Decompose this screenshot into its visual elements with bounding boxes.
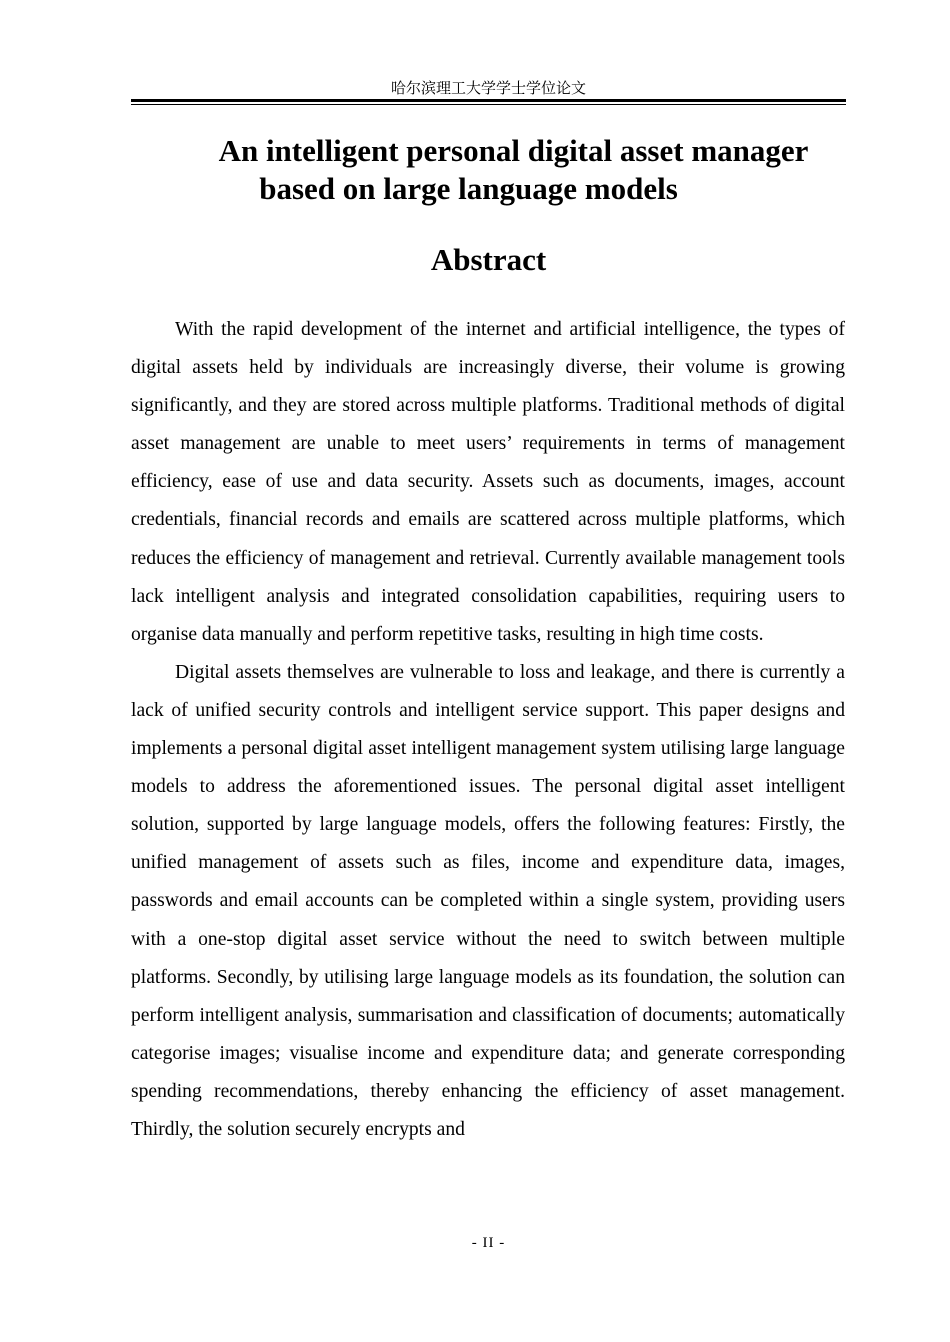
abstract-heading: Abstract <box>430 242 547 277</box>
paper-title-line-2: based on large language models <box>259 171 678 206</box>
page-number: - II - <box>471 1235 506 1251</box>
header-rule-thin <box>131 104 846 105</box>
abstract-body <box>131 311 845 1149</box>
paper-title <box>131 132 846 208</box>
running-header: 哈尔滨理工大学学士学位论文 <box>390 79 586 97</box>
abstract-paragraph-1: With the rapid development of the internet and artificial intelligence, the types of digital assets held by individuals are increasingly diverse, their volume is growing significantly, and they are stored across multiple platforms. Traditional methods of digital asset management are unable to meet users’ requirements in terms of management efficiency, ease of use and data security. Assets such as documents, images, account credentials, financial records and emails are scattered across multiple platforms, which reduces the efficiency of management and retrieval. Currently available management tools lack intelligent analysis and integrated consolidation capabilities, requiring users to organise data manually and perform repetitive tasks, resulting in high time costs. <box>131 319 845 645</box>
header-rule-thick <box>131 99 846 102</box>
abstract-paragraph-2: Digital assets themselves are vulnerable to loss and leakage, and there is currently a lack of unified security controls and intelligent service support. This paper designs and implements a personal digital asset intelligent management system utilising large language models to address the aforementioned issues. The personal digital asset intelligent solution, supported by large language models, offers the following features: Firstly, the unified management of assets such as files, income and expenditure data, images, passwords and email accounts can be completed within a single system, providing users with a one-stop digital asset service without the need to switch between multiple platforms. Secondly, by utilising large language models as its foundation, the solution can perform intelligent analysis, summarisation and classification of documents; automatically categorise images; visualise income and expenditure data; and generate corresponding spending recommendations, thereby enhancing the efficiency of asset management. Thirdly, the solution securely encrypts and <box>131 661 845 1140</box>
paper-title-line-1: An intelligent personal digital asset manager <box>218 133 809 168</box>
